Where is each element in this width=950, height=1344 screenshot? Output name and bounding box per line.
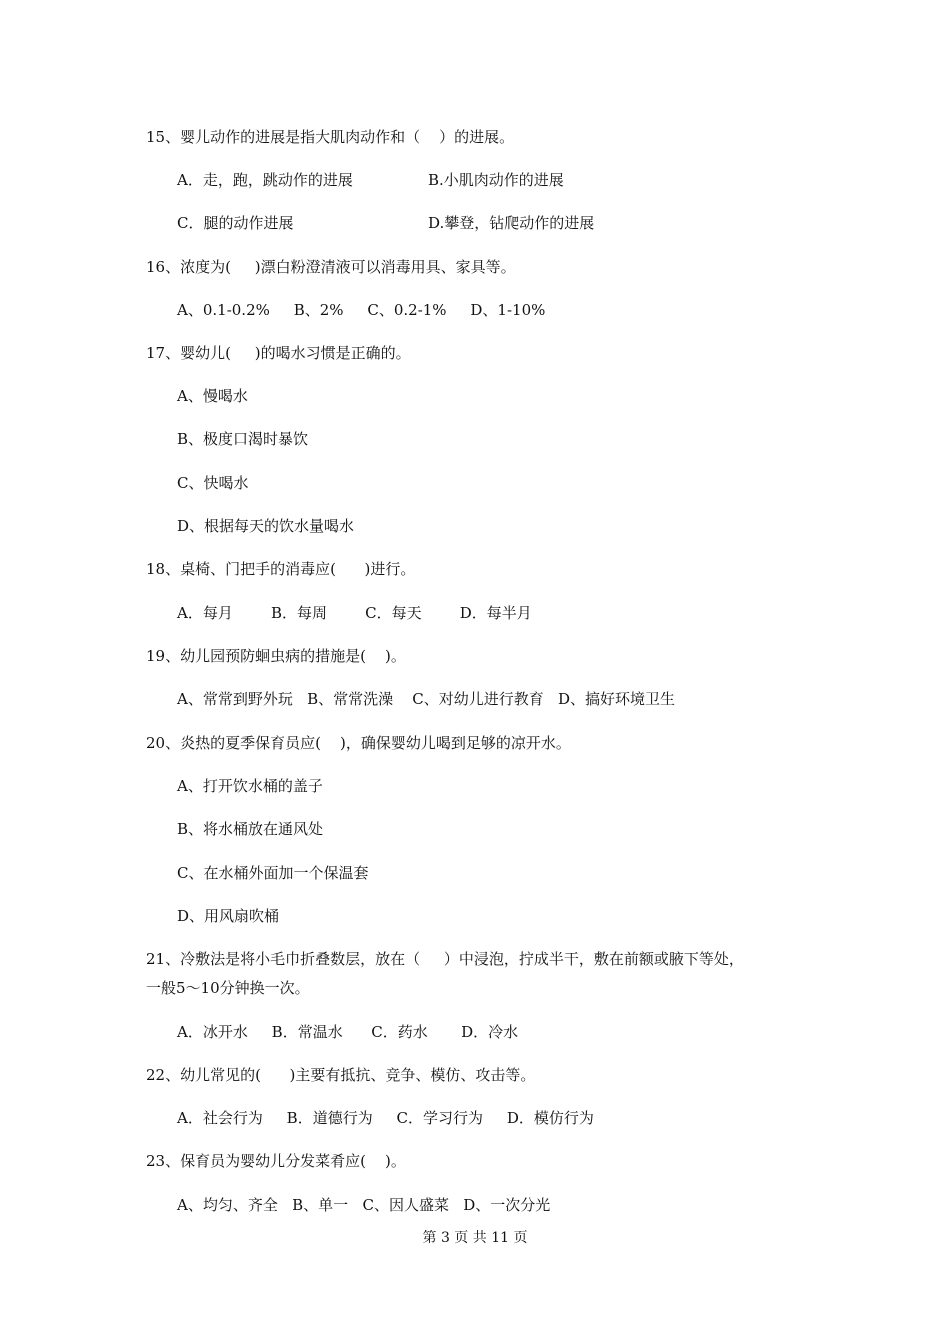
question-22-options: A．社会行为 B．道德行为 C．学习行为 D．模仿行为 — [177, 1109, 594, 1127]
question-20-stem: 20、炎热的夏季保育员应( )，确保婴幼儿喝到足够的凉开水。 — [146, 734, 571, 752]
question-18-options: A．每月 B．每周 C．每天 D．每半月 — [177, 604, 532, 622]
question-20-option-a: A、打开饮水桶的盖子 — [177, 777, 323, 795]
question-16-options: A、0.1-0.2% B、2% C、0.2-1% D、1-10% — [177, 301, 546, 319]
question-15-option-d: D.攀登，钻爬动作的进展 — [428, 214, 595, 232]
question-17-option-c: C、快喝水 — [177, 474, 249, 492]
question-21-options: A．冰开水 B．常温水 C．药水 D．冷水 — [177, 1023, 519, 1041]
question-15-stem: 15、婴儿动作的进展是指大肌肉动作和（ ）的进展。 — [146, 128, 515, 146]
question-18-stem: 18、桌椅、门把手的消毒应( )进行。 — [146, 560, 416, 578]
question-19-stem: 19、幼儿园预防蛔虫病的措施是( )。 — [146, 647, 406, 665]
question-19-options: A、常常到野外玩 B、常常洗澡 C、对幼儿进行教育 D、搞好环境卫生 — [177, 690, 676, 708]
question-15-option-a: A．走，跑，跳动作的进展 — [177, 171, 353, 189]
question-22-stem: 22、幼儿常见的( )主要有抵抗、竞争、模仿、攻击等。 — [146, 1066, 536, 1084]
question-17-stem: 17、婴幼儿( )的喝水习惯是正确的。 — [146, 344, 411, 362]
question-21-stem-line-1: 21、冷敷法是将小毛巾折叠数层，放在（ ）中浸泡，拧成半干，敷在前额或腋下等处， — [146, 950, 744, 968]
question-17-option-b: B、极度口渴时暴饮 — [177, 430, 309, 448]
question-21-stem-line-2: 一般5～10分钟换一次。 — [146, 979, 310, 997]
question-17-option-d: D、根据每天的饮水量喝水 — [177, 517, 355, 535]
question-15-option-b: B.小肌肉动作的进展 — [428, 171, 564, 189]
question-20-option-c: C、在水桶外面加一个保温套 — [177, 864, 369, 882]
question-17-option-a: A、慢喝水 — [177, 387, 248, 405]
question-16-stem: 16、浓度为( )漂白粉澄清液可以消毒用具、家具等。 — [146, 258, 516, 276]
question-20-option-b: B、将水桶放在通风处 — [177, 820, 324, 838]
question-20-option-d: D、用风扇吹桶 — [177, 907, 280, 925]
page-footer: 第 3 页 共 11 页 — [422, 1230, 528, 1246]
question-23-stem: 23、保育员为婴幼儿分发菜肴应( )。 — [146, 1152, 406, 1170]
question-23-options: A、均匀、齐全 B、单一 C、因人盛菜 D、一次分光 — [177, 1196, 551, 1214]
question-15-option-c: C．腿的动作进展 — [177, 214, 294, 232]
